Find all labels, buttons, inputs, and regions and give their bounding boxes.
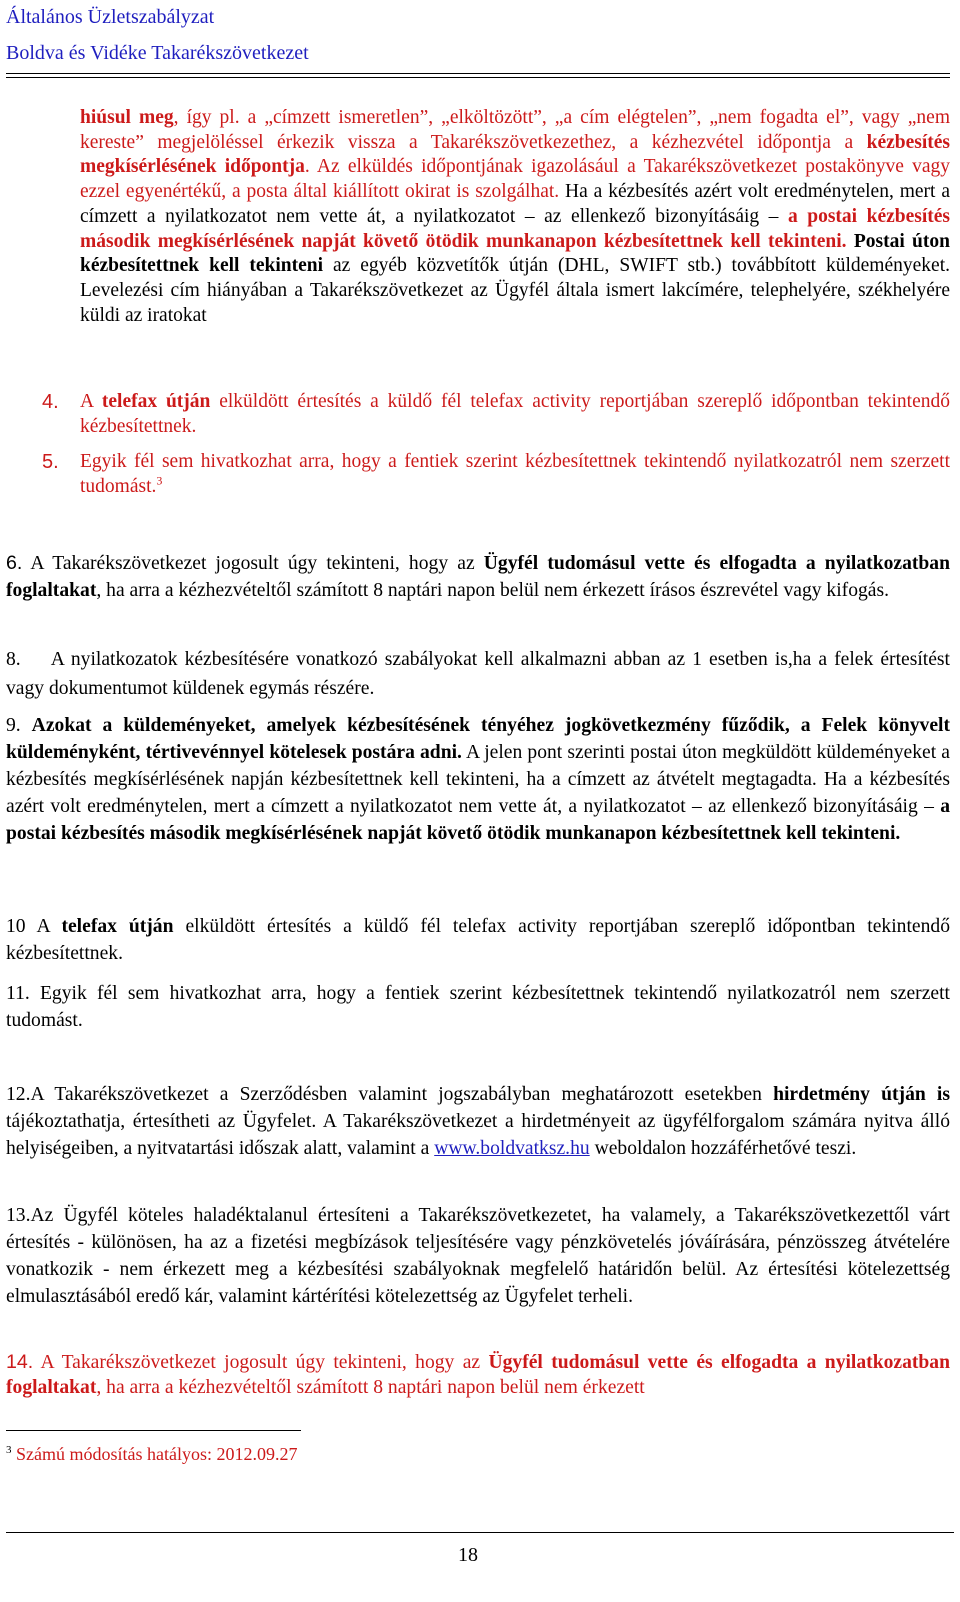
footnote-number: 3 [6, 1444, 12, 1456]
footer-rule [6, 1532, 954, 1533]
item-6-number: 6. [6, 552, 23, 574]
item-5-number: 5. [42, 451, 59, 473]
item-10-paragraph: 10 A telefax útján elküldött értesítés a küldő fél telefax activity reportjában szereplő időpontban tekintendő kézbesítettnek. [6, 916, 951, 964]
institution-name: Boldva és Vidéke Takarékszövetkezet [6, 42, 309, 64]
continued-paragraph: hiúsul meg, így pl. a „címzett ismeretlen”, „elköltözött”, „a cím elégtelen”, „nem fogadta el”, vagy „nem kereste” megjelöléssel érkezik vissza a Takarékszövetkezethez, a kézhezvétel időpontja a kézbesítés megkísérlésének időpontja. Az elküldés időpontjának igazolásául a Takarékszövetkezet postakönyve vagy ezzel egyenértékű, a posta által kiállított okirat is szolgálhat. Ha a kézbesítés azért volt eredménytelen, mert a címzett a nyilatkozatot nem vette át, a nyilatkozatot – az ellenkező bizonyításáig – a postai kézbesítés második megkísérlésének napját követő ötödik munkanapon kézbesítettnek kell tekinteni. Postai úton kézbesítettnek kell tekinteni az egyéb közvetítők útján (DHL, SWIFT stb.) továbbított küldeményeket. Levelezési cím hiányában a Takarékszövetkezet az Ügyfél általa ismert lakcímére, telephelyére, székhelyére küldi az iratokat [80, 107, 951, 326]
item-12-number: 12. [6, 1084, 31, 1105]
footnote-reference: 3 [156, 473, 163, 488]
item-8-number: 8. [6, 649, 21, 670]
footnote-text: Számú módosítás hatályos: 2012.09.27 [11, 1444, 298, 1464]
item-13-paragraph: 13.Az Ügyfél köteles haladéktalanul értesíteni a Takarékszövetkezetet, ha valamely, a Takarékszövetkezettől várt értesítés - különösen, ha az a fizetési megbízások teljesítésére vagy pénzkövetelés jóváírására, pénzösszeg átvételére vonatkozik - nem érkezett meg a kézbesítési szabályoknak megfelelő határidőn belül. Az értesítési kötelezettség elmulasztásából eredő kár, valamint kártérítési kötelezettség az Ügyfelet terheli. [6, 1205, 950, 1307]
item-8-paragraph: 8. A nyilatkozatok kézbesítésére vonatkozó szabályokat kell alkalmazni abban az 1 esetben is,ha a felek értesítést vagy dokumentumot küldenek egymás részére. [6, 649, 950, 699]
page-number: 18 [458, 1544, 478, 1566]
item-11-paragraph: 11. Egyik fél sem hivatkozhat arra, hogy a fentiek szerint kézbesítettnek tekintendő nyilatkozatról nem szerzett tudomást. [6, 983, 950, 1031]
website-link[interactable]: www.boldvatksz.hu [434, 1138, 590, 1159]
document-title: Általános Üzletszabályzat [6, 6, 215, 28]
header-rule [6, 73, 950, 74]
footnote-rule [6, 1430, 301, 1431]
item-13-number: 13. [6, 1205, 31, 1226]
item-12-paragraph: 12.A Takarékszövetkezet a Szerződésben valamint jogszabályban meghatározott esetekben hirdetmény útján is tájékoztathatja, értesítheti az Ügyfelet. A Takarékszövetkezet a hirdetményeit az ügyfélforgalom számára nyitva álló helyiségeiben, a nyitvatartási időszak alatt, valamint a www.boldvatksz.hu weboldalon hozzáférhetővé teszi. [6, 1084, 950, 1159]
item-14-number: 14. [6, 1351, 34, 1373]
item-11-number: 11. [6, 983, 30, 1004]
header-rule-secondary [6, 77, 950, 78]
footnote [6, 1444, 297, 1465]
item-14-paragraph: 14. A Takarékszövetkezet jogosult úgy tekinteni, hogy az Ügyfél tudomásul vette és elfogadta a nyilatkozatban foglaltakat, ha arra a kézhezvételtől számított 8 naptári napon belül nem érkezett [6, 1351, 950, 1398]
item-4-paragraph: A telefax útján elküldött értesítés a küldő fél telefax activity reportjában szereplő időpontban tekintendő kézbesítettnek. [80, 391, 950, 437]
item-5-paragraph: Egyik fél sem hivatkozhat arra, hogy a fentiek szerint kézbesítettnek tekintendő nyilatkozatról nem szerzett tudomást.$^3$ [80, 451, 950, 497]
item-10-number: 10 [6, 916, 26, 937]
item-4-number: 4. [42, 391, 59, 413]
item-6-paragraph: 6. A Takarékszövetkezet jogosult úgy tekinteni, hogy az Ügyfél tudomásul vette és elfogadta a nyilatkozatban foglaltakat, ha arra a kézhezvételtől számított 8 naptári napon belül nem érkezett írásos észrevétel vagy kifogás. [6, 552, 951, 601]
item-9-number: 9. [6, 715, 21, 736]
item-9-paragraph: 9. Azokat a küldeményeket, amelyek kézbesítésének tényéhez jogkövetkezmény fűződik, a Felek könyvelt küldeményként, tértivevénnyel kötelesek postára adni. A jelen pont szerinti postai úton megküldött küldeményeket a kézbesítés megkísérlésének napján kézbesítettnek kell tekinteni, ha a címzett az átvételt megtagadta. Ha a kézbesítés azért volt eredménytelen, mert a címzett a nyilatkozatot nem vette át, a nyilatkozatot – az ellenkező bizonyításáig – a postai kézbesítés második megkísérlésének napját követő ötödik munkanapon kézbesítettnek kell tekinteni. [6, 715, 950, 844]
